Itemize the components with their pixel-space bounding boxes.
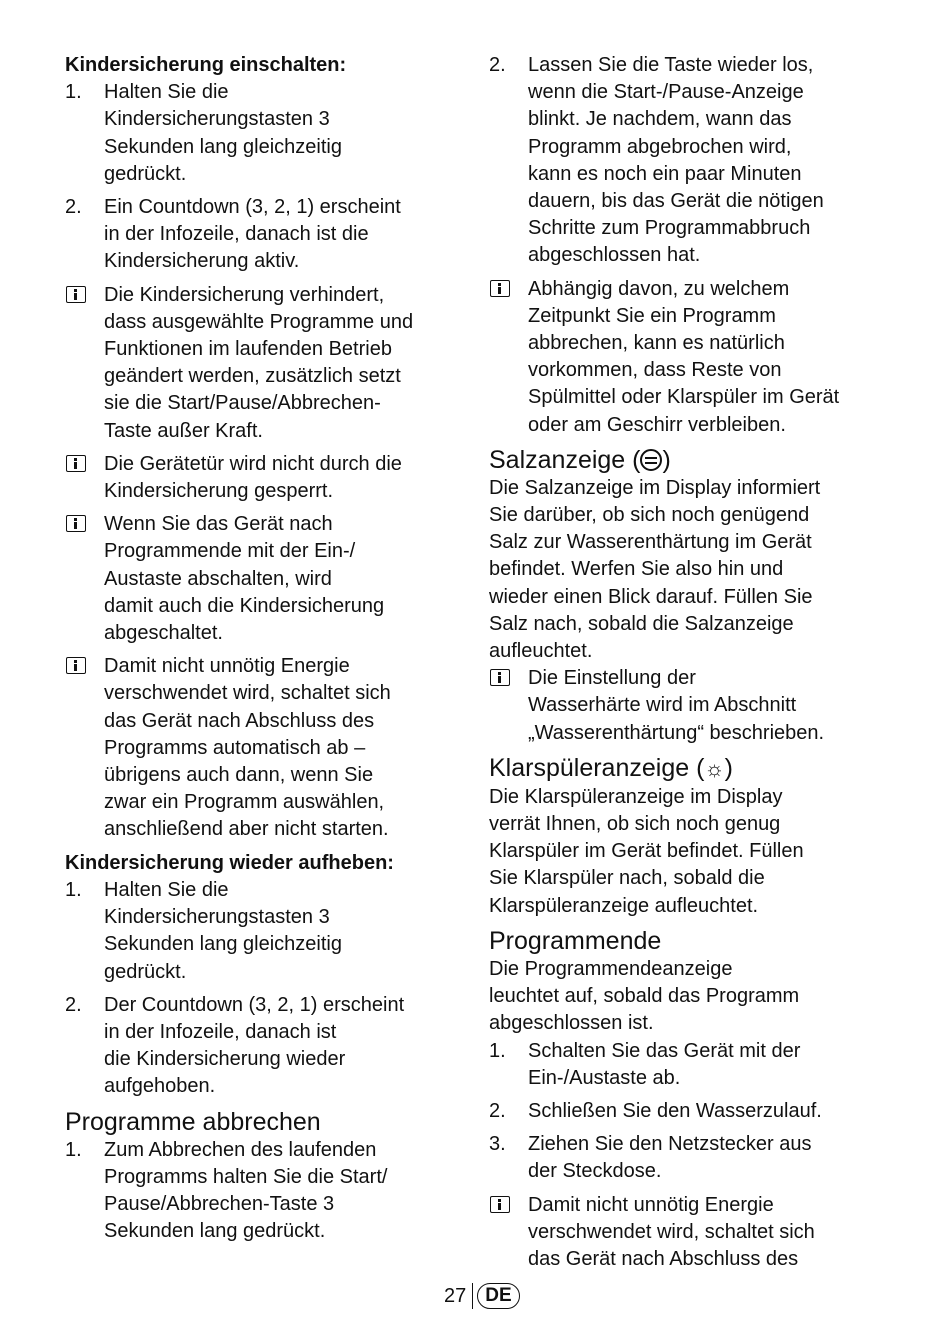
list-text: Halten Sie die Kindersicherungstasten 3 Sekunden lang gleichzeitig gedrückt. [104, 81, 342, 185]
list-item [489, 52, 889, 270]
list-text: Halten Sie die Kindersicherungstasten 3 Sekunden lang gleichzeitig gedrückt. [104, 878, 342, 983]
section-title-salt: Salzanzeige ( ) [489, 445, 671, 474]
left-column [65, 52, 460, 1251]
list-item [65, 992, 460, 1101]
section-title-cancel: Programme abbrechen [65, 1107, 321, 1136]
info-icon [66, 515, 86, 532]
language-badge: DE [477, 1283, 519, 1309]
info-icon [66, 286, 86, 303]
list-number: 1. [65, 81, 82, 104]
info-note [489, 665, 889, 747]
page-number: 27 [444, 1284, 467, 1307]
list-text: Schließen Sie den Wasserzulauf. [528, 1099, 822, 1122]
note-text: Wenn Sie das Gerät nach Programmende mit der Ein-/ Austaste abschalten, wird damit auch die Kindersicherung abgeschaltet. [104, 513, 385, 645]
list-number: 1. [489, 1039, 506, 1062]
section-title-program-end: Programmende [489, 926, 662, 955]
list-item [489, 1098, 889, 1125]
list-item [489, 1038, 889, 1092]
rinse-aid-icon: ☼ [704, 755, 725, 781]
list-number: 2. [489, 1099, 506, 1122]
info-note [489, 1192, 889, 1274]
list-item [65, 79, 460, 188]
list-number: 2. [65, 993, 82, 1016]
note-text: Die Gerätetür wird nicht durch die Kindersicherung gesperrt. [104, 452, 402, 503]
note-text: Die Einstellung der Wasserhärte wird im Abschnitt „Wasserenthärtung“ beschrieben. [528, 667, 825, 744]
list-number: 2. [489, 54, 506, 76]
salt-indicator-icon [640, 449, 662, 471]
info-note [65, 511, 460, 647]
footer-divider [472, 1283, 473, 1309]
section-title-rinse-aid: Klarspüleranzeige (☼) [489, 753, 733, 782]
info-icon [490, 280, 510, 297]
info-note [489, 276, 889, 439]
list-item [65, 1137, 460, 1246]
heading-enable-child-lock: Kindersicherung einschalten: [65, 54, 347, 76]
list-number: 1. [65, 878, 82, 901]
list-number: 3. [489, 1133, 506, 1156]
program-end-description: Die Programmendeanzeige leuchtet auf, sobald das Programm abgeschlossen ist. [489, 957, 800, 1035]
list-number: 1. [65, 1138, 82, 1161]
heading-disable-child-lock: Kindersicherung wieder aufheben: [65, 851, 394, 874]
list-text: Ziehen Sie den Netzstecker aus der Steckdose. [528, 1133, 812, 1183]
page-footer [444, 1283, 520, 1309]
list-item [65, 877, 460, 986]
list-text: Zum Abbrechen des laufenden Programms halten Sie die Start/ Pause/Abbrechen-Taste 3 Sekunden lang gedrückt. [104, 1138, 388, 1243]
info-icon [66, 455, 86, 472]
info-icon [66, 657, 86, 674]
list-text: Der Countdown (3, 2, 1) erscheint in der Infozeile, danach ist die Kindersicherung wieder aufgehoben. [104, 993, 405, 1098]
list-text: Lassen Sie die Taste wieder los, wenn die Start-/Pause-Anzeige blinkt. Je nachdem, wann das Programm abgebrochen wird, kann es noch ein paar Minuten dauern, bis das Gerät die nötigen Schritte zum Programmabbruch abgeschlossen hat. [528, 54, 824, 267]
list-item [489, 1131, 889, 1185]
note-text: Die Kindersicherung verhindert, dass ausgewählte Programme und Funktionen im laufenden Betrieb geändert werden, zusätzlich setzt sie die Start/Pause/Abbrechen- Taste außer Kraft. [104, 283, 414, 442]
right-column [489, 52, 889, 1279]
info-icon [490, 669, 510, 686]
list-text: Schalten Sie das Gerät mit der Ein-/Austaste ab. [528, 1039, 801, 1089]
note-text: Abhängig davon, zu welchem Zeitpunkt Sie ein Programm abbrechen, kann es natürlich vorkommen, dass Reste von Spülmittel oder Klarspüler im Gerät oder am Geschirr verbleiben. [528, 277, 840, 436]
info-note [65, 451, 460, 505]
rinse-aid-description: Die Klarspüleranzeige im Display verrät Ihnen, ob sich noch genug Klarspüler im Gerät befindet. Füllen Sie Klarspüler nach, sobald die Klarspüleranzeige aufleuchtet. [489, 785, 804, 917]
list-item [65, 194, 460, 276]
info-icon [490, 1196, 510, 1213]
list-text: Ein Countdown (3, 2, 1) erscheint in der Infozeile, danach ist die Kindersicherung aktiv. [104, 196, 401, 273]
salt-description: Die Salzanzeige im Display informiert Sie darüber, ob sich noch genügend Salz zur Wasserenthärtung im Gerät befindet. Werfen Sie also hin und wieder einen Blick darauf. Füllen Sie Salz nach, sobald die Salzanzeige aufleuchtet. [489, 476, 821, 663]
info-note [65, 653, 460, 843]
note-text: Damit nicht unnötig Energie verschwendet wird, schaltet sich das Gerät nach Abschluss des [528, 1193, 815, 1270]
list-number: 2. [65, 196, 82, 219]
info-note [65, 282, 460, 445]
note-text: Damit nicht unnötig Energie verschwendet wird, schaltet sich das Gerät nach Abschluss des Programms automatisch ab – übrigens auch dann, wenn Sie zwar ein Programm auswählen, anschließend aber nicht starten. [104, 655, 391, 841]
